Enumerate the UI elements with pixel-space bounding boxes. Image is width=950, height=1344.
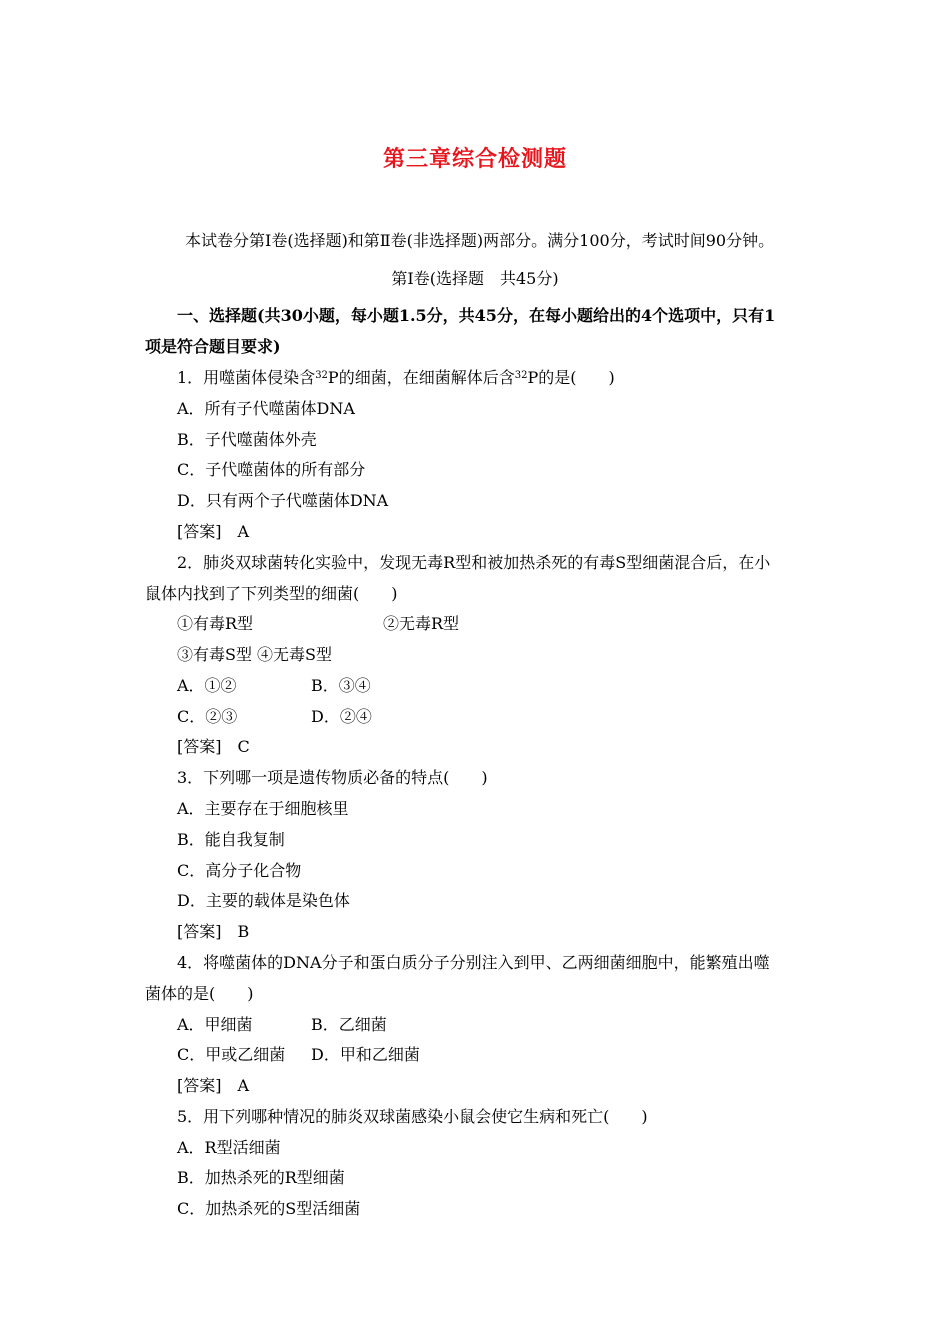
q5-option-c: C．加热杀死的S型活细菌	[177, 1199, 361, 1218]
q4-stem-cont: 菌体的是( )	[145, 984, 254, 1003]
q2-option-b: B．③④	[311, 676, 371, 695]
q4-stem: 4．将噬菌体的DNA分子和蛋白质分子分别注入到甲、乙两细菌细胞中，能繁殖出噬	[177, 953, 770, 972]
part1-heading: 第Ⅰ卷(选择题 共45分)	[391, 269, 559, 288]
q3-option-a: A．主要存在于细胞核里	[177, 799, 349, 818]
q4-option-a: A．甲细菌	[177, 1015, 253, 1034]
q5-option-a: A．R型活细菌	[177, 1138, 281, 1157]
document-title: 第三章综合检测题	[382, 146, 567, 172]
q3-answer: [答案] B	[177, 922, 250, 941]
q2-item-2: ②无毒R型	[383, 614, 460, 633]
q3-option-c: C．高分子化合物	[177, 861, 302, 880]
q2-item-3-4: ③有毒S型 ④无毒S型	[177, 645, 333, 664]
q1-option-c: C．子代噬菌体的所有部分	[177, 460, 366, 479]
q4-answer: [答案] A	[177, 1076, 250, 1095]
q3-option-d: D．主要的载体是染色体	[177, 891, 350, 910]
q1-option-b: B．子代噬菌体外壳	[177, 430, 317, 449]
intro-text: 本试卷分第Ⅰ卷(选择题)和第Ⅱ卷(非选择题)两部分。满分100分，考试时间90分钟。	[185, 231, 775, 250]
section1-instruction: 一、选择题(共30小题，每小题1.5分，共45分，在每小题给出的4个选项中，只有1	[177, 306, 776, 325]
q5-option-b: B．加热杀死的R型细菌	[177, 1168, 345, 1187]
q2-option-a: A．①②	[177, 676, 237, 695]
q2-stem-cont: 鼠体内找到了下列类型的细菌( )	[145, 584, 398, 603]
q2-stem: 2．肺炎双球菌转化实验中，发现无毒R型和被加热杀死的有毒S型细菌混合后，在小	[177, 553, 771, 572]
q1-stem: 1．用噬菌体侵染含$^{32}$P的细菌，在细菌解体后含$^{32}$P的是( )	[177, 368, 615, 387]
q2-option-d: D．②④	[311, 707, 372, 726]
q3-option-b: B．能自我复制	[177, 830, 285, 849]
q3-stem: 3．下列哪一项是遗传物质必备的特点( )	[177, 768, 488, 787]
q2-answer: [答案] C	[177, 737, 250, 756]
q4-option-d: D．甲和乙细菌	[311, 1045, 420, 1064]
q1-option-a: A．所有子代噬菌体DNA	[177, 399, 355, 418]
q2-item-1: ①有毒R型	[177, 614, 254, 633]
q4-option-b: B．乙细菌	[311, 1015, 387, 1034]
q1-option-d: D．只有两个子代噬菌体DNA	[177, 491, 389, 510]
q4-option-c: C．甲或乙细菌	[177, 1045, 286, 1064]
q2-option-c: C．②③	[177, 707, 238, 726]
q5-stem: 5．用下列哪种情况的肺炎双球菌感染小鼠会使它生病和死亡( )	[177, 1107, 648, 1126]
q1-answer: [答案] A	[177, 522, 250, 541]
section1-instruction-cont: 项是符合题目要求)	[145, 337, 281, 356]
